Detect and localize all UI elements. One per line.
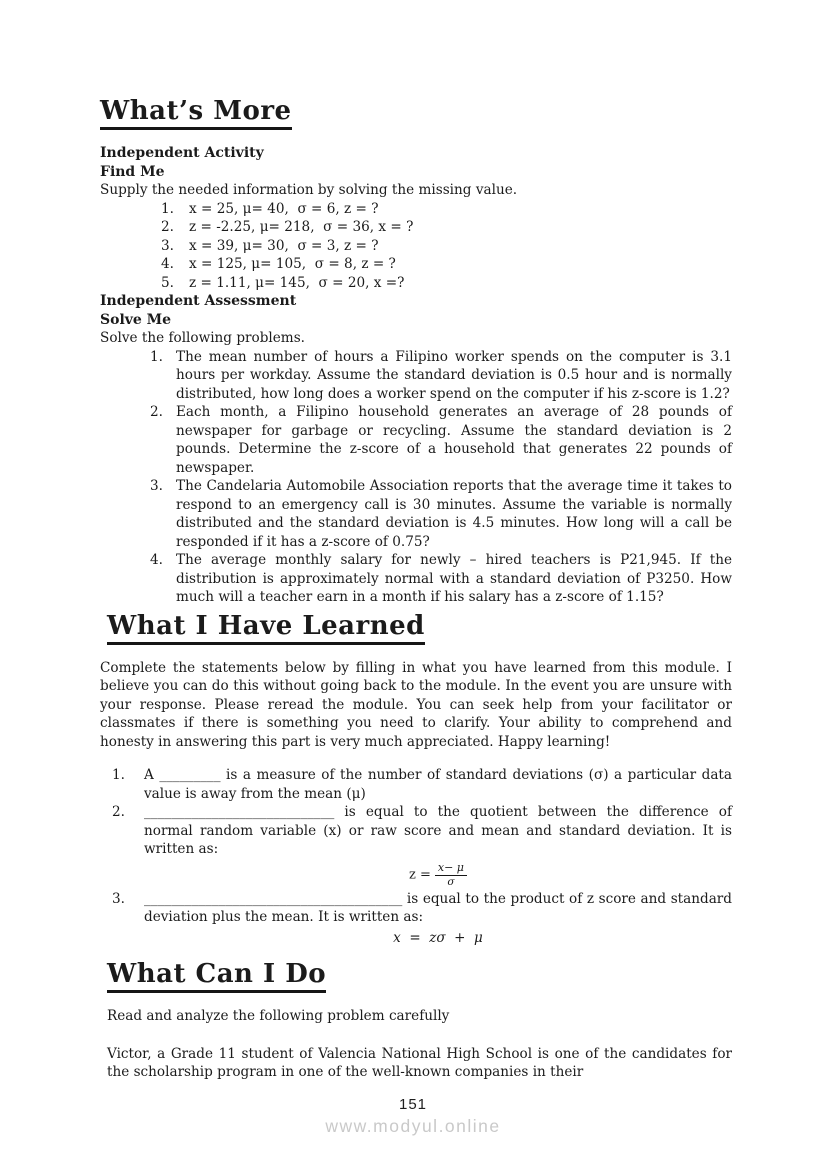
item-body — [144, 803, 732, 890]
item-text: x = 39, μ= 30, σ = 3, z = ? — [189, 237, 379, 254]
item-number: 3. — [161, 237, 174, 254]
raw-score-formula: x = zσ + μ — [393, 929, 483, 946]
item-body — [144, 890, 732, 948]
list-item — [150, 403, 732, 477]
item-number: 4. — [161, 256, 174, 272]
section-title: What’s More — [100, 96, 292, 130]
item-number: 1. — [150, 348, 163, 365]
item-number: 3. — [150, 478, 163, 494]
item-number: 2. — [150, 404, 163, 420]
list-item — [161, 218, 732, 237]
find-me-list — [161, 200, 732, 293]
item-text: z = -2.25, μ= 218, σ = 36, x = ? — [189, 219, 414, 235]
section-heading-whats-more — [100, 96, 732, 130]
item-text: ____________________________ is equal to the quotient between the difference of normal random variable (x) or raw score and mean and standard deviation. It is written as: — [144, 804, 732, 857]
assessment-title-solve-me: Solve Me — [100, 311, 172, 328]
find-me-instruction: Supply the needed information by solving the missing value. — [100, 182, 518, 198]
item-text: Each month, a Filipino household generates an average of 28 pounds of newspaper for garbage or recycling. Assume the standard deviation is 2 pounds. Determine the z-score of a household that generates 22 pounds of newspaper. — [176, 404, 732, 476]
fraction-denominator: σ — [447, 875, 455, 888]
list-item — [112, 766, 732, 803]
item-text: ______________________________________ is equal to the product of z score and standard deviation plus the mean. It is written as: — [144, 890, 732, 925]
list-item — [161, 255, 732, 274]
independent-activity-label: Independent Activity — [100, 145, 264, 161]
item-text: A _________ is a measure of the number of standard deviations (σ) a particular data value is away from the mean (μ) — [144, 767, 732, 802]
item-number: 1. — [112, 767, 125, 783]
item-number: 3. — [112, 890, 125, 907]
item-number: 5. — [161, 274, 174, 291]
can-do-instruction: Read and analyze the following problem carefully — [107, 1008, 450, 1024]
learned-list — [112, 766, 732, 947]
item-text: x = 25, μ= 40, σ = 6, z = ? — [189, 200, 379, 217]
list-item — [150, 551, 732, 607]
list-item — [161, 274, 732, 293]
can-do-paragraph: Victor, a Grade 11 student of Valencia National High School is one of the candidates for the scholarship program in one of the well-known companies in their — [107, 1045, 732, 1080]
item-number: 2. — [112, 804, 125, 820]
list-item — [150, 348, 732, 404]
watermark-text: www.modyul.online — [325, 1116, 501, 1136]
section-heading-what-can-i-do — [100, 959, 732, 993]
section-title: What I Have Learned — [107, 611, 425, 645]
list-item — [112, 803, 732, 890]
z-score-formula — [144, 862, 732, 888]
list-item — [161, 200, 732, 219]
formula-fraction — [435, 862, 467, 888]
item-number: 4. — [150, 552, 163, 568]
section-heading-what-i-have-learned — [100, 611, 732, 645]
item-text: The average monthly salary for newly – hired teachers is P21,945. If the distribution is approximately normal with a standard deviation of P3250. How much will a teacher earn in a month if his salary has a z-score of 1.15? — [176, 552, 732, 605]
list-item — [112, 890, 732, 948]
section-title: What Can I Do — [107, 959, 326, 993]
formula-lhs: z = — [409, 867, 431, 882]
item-number: 1. — [161, 200, 174, 217]
page-number: 151 — [398, 1096, 428, 1113]
item-number: 2. — [161, 219, 174, 235]
learned-intro-paragraph: Complete the statements below by filling in what you have learned from this module. I believe you can do this without going back to the module. In the event you are unsure with your response. Please reread the module. You can seek help from your facilitator or classmates if there is something you need to clarify. Your ability to comprehend and honesty in answering this part is very much appreciated. Happy learning! — [100, 659, 732, 750]
list-item — [150, 477, 732, 551]
activity-title-find-me: Find Me — [100, 163, 165, 180]
solve-me-list — [150, 348, 732, 607]
solve-me-instruction: Solve the following problems. — [100, 330, 305, 346]
item-text: The mean number of hours a Filipino worker spends on the computer is 3.1 hours per workday. Assume the standard deviation is 0.5 hour and is normally distributed, how long does a worker spend on the computer if his z-score is 1.2? — [176, 348, 732, 402]
list-item — [161, 237, 732, 256]
fraction-numerator: x− μ — [435, 862, 467, 876]
independent-assessment-label: Independent Assessment — [100, 293, 297, 309]
page-content — [100, 96, 732, 1082]
item-text: The Candelaria Automobile Association reports that the average time it takes to respond to an emergency call is 30 minutes. Assume the variable is normally distributed and the standard deviation is 4.5 minutes. How long will a call be responded if it has a z-score of 0.75? — [176, 478, 732, 550]
item-text: x = 125, μ= 105, σ = 8, z = ? — [189, 256, 396, 272]
item-text: z = 1.11, μ= 145, σ = 20, x =? — [189, 274, 405, 291]
